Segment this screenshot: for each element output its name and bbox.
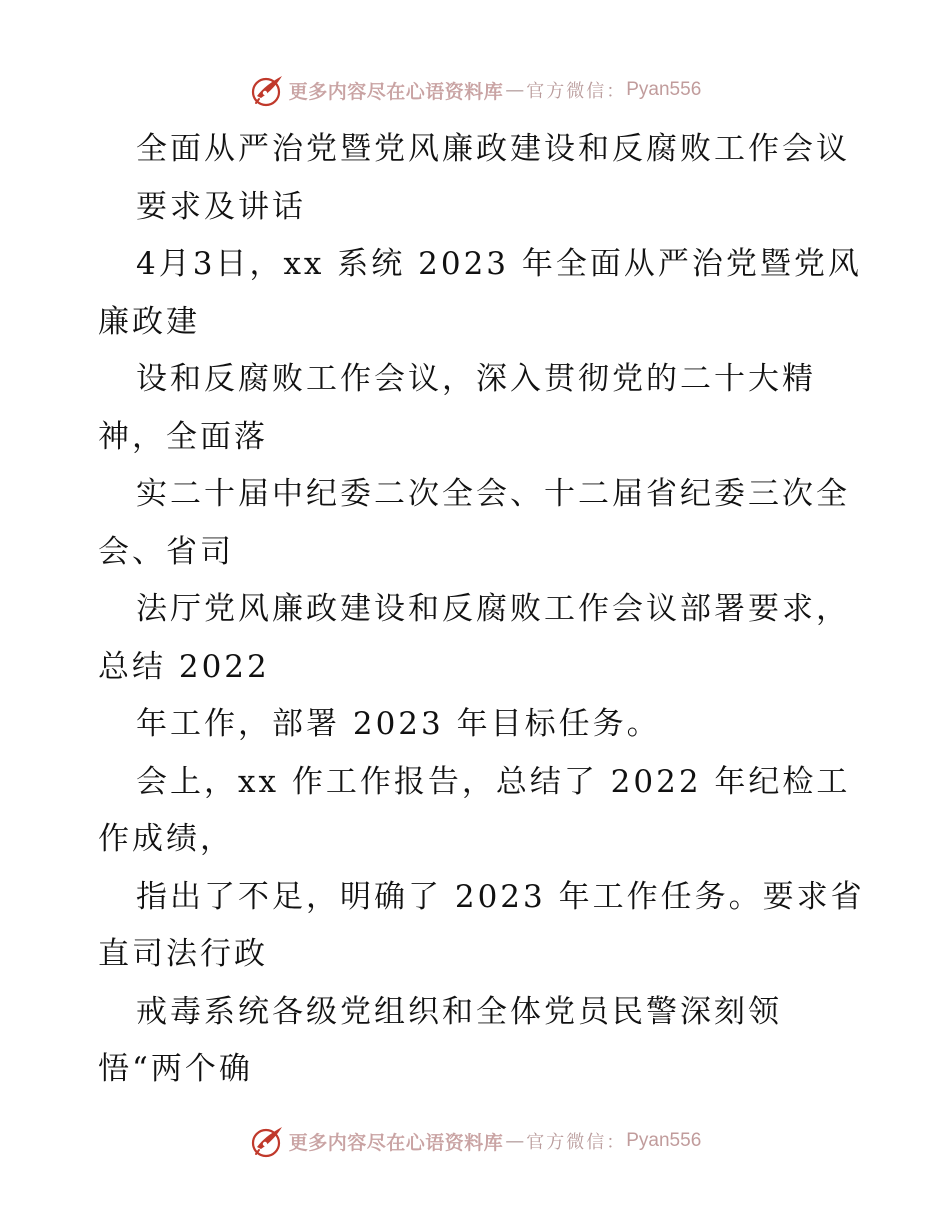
document-line: 4月3日，xx 系统 2023 年全面从严治党暨党风 [136,246,862,282]
watermark-official-label: 官方微信： [526,81,627,102]
document-line: 实二十届中纪委二次全会、十二届省纪委三次全 [136,476,850,512]
quill-pen-logo-icon [249,1123,285,1159]
header-watermark [0,70,950,110]
document-line: 全面从严治党暨党风廉政建设和反腐败工作会议 [136,131,850,167]
document-line: 直司法行政 [98,936,268,972]
document-line: 神，全面落 [98,418,268,455]
document-line: 法厅党风廉政建设和反腐败工作会议部署要求， [136,591,850,627]
document-line: 廉政建 [98,303,200,340]
document-line: 要求及讲话 [136,188,306,225]
document-line: 戒毒系统各级党组织和全体党员民警深刻领 [136,993,782,1030]
document-body [0,121,950,1099]
document-line: 会、省司 [98,533,234,570]
watermark-separator: — [505,1130,525,1152]
quill-pen-logo-icon [249,72,285,108]
document-line: 设和反腐败工作会议，深入贯彻党的二十大精 [136,361,816,397]
watermark-wechat-id: Pyan556 [626,79,702,100]
watermark-separator: — [505,79,525,101]
watermark-brand: 更多内容尽在心语资料库 [288,1131,504,1154]
footer-watermark [0,1121,950,1161]
watermark-wechat-id: Pyan556 [626,1130,702,1151]
document-line: 会上，xx 作工作报告，总结了 2022 年纪检工 [136,763,851,800]
watermark-brand: 更多内容尽在心语资料库 [288,80,504,103]
watermark-official-label: 官方微信： [526,1132,627,1153]
document-line: 作成绩， [98,821,234,857]
document-line: 总结 2022 [98,648,270,685]
document-line: 指出了不足，明确了 2023 年工作任务。要求省 [136,878,865,915]
document-line: 悟“两个确 [98,1051,253,1087]
document-line: 年工作，部署 2023 年目标任务。 [136,706,661,742]
